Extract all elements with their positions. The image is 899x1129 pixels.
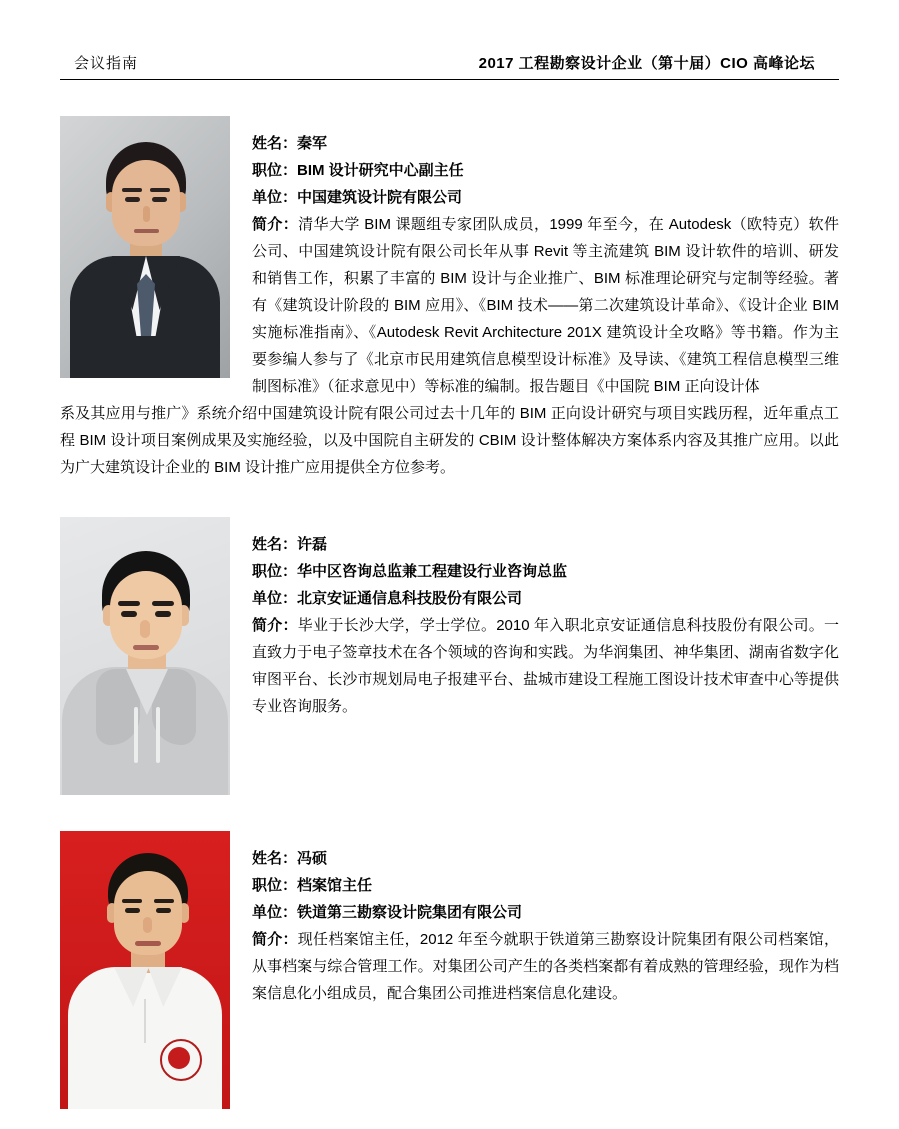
speaker-company-line <box>252 585 839 612</box>
company-value: 铁道第三勘察设计院集团有限公司 <box>297 904 523 921</box>
bio-value: 毕业于长沙大学，学士学位。2010 年入职北京安证通信息科技股份有限公司。一直致力于电子签章技术在各个领域的咨询和实践。为华润集团、神华集团、湖南省数字化审图平台、长沙市规划局电子报建平台、盐城市建设工程施工图设计技术审查中心等提供专业咨询服务。 <box>252 617 839 715</box>
portrait-eye-left <box>125 908 140 913</box>
speaker-entry-top <box>60 517 839 795</box>
speaker-bio-line <box>252 211 839 400</box>
speaker-info <box>252 517 839 720</box>
bio-label: 简介： <box>252 216 299 233</box>
company-label: 单位： <box>252 590 298 607</box>
position-label: 职位： <box>252 877 298 894</box>
speaker-company-line <box>252 184 839 211</box>
portrait-qin-jun <box>60 116 230 378</box>
portrait-brow-right <box>150 188 170 192</box>
position-value: BIM 设计研究中心副主任 <box>297 162 464 179</box>
speaker-entry <box>60 116 839 481</box>
speaker-position-line <box>252 157 839 184</box>
speaker-company-line <box>252 899 839 926</box>
portrait-brow-left <box>118 601 140 606</box>
portrait-eye-right <box>156 908 171 913</box>
page-header <box>60 52 839 80</box>
speaker-entry-top <box>60 831 839 1109</box>
speaker-bio-line <box>252 926 839 1007</box>
portrait-brow-left <box>122 188 142 192</box>
position-label: 职位： <box>252 162 298 179</box>
portrait-nose <box>143 917 152 933</box>
speaker-position-line <box>252 872 839 899</box>
portrait-eye-right <box>152 197 167 202</box>
portrait-brow-right <box>152 601 174 606</box>
bio-label: 简介： <box>252 931 298 948</box>
speaker-bio-line <box>252 612 839 720</box>
company-label: 单位： <box>252 904 298 921</box>
bio-value: 清华大学 BIM 课题组专家团队成员，1999 年至今，在 Autodesk（欧特克）软件公司、中国建筑设计院有限公司长年从事 Revit 等主流建筑 BIM 设计软件的培训、研发和销售工作，积累了丰富的 BIM 设计与企业推广、BIM 标准理论研究与定制等经验。著有《建筑设计阶段的 BIM 应用》、《BIM 技术——第二次建筑设计革命》、《设计企业 BIM 实施标准指南》、《Autodesk Revit Architecture 201X 建筑设计全攻略》等书籍。作为主要参编人参与了《北京市民用建筑信息模型设计标准》及导读、《建筑工程信息模型三维制图标准》（征求意见中）等标准的编制。报告题目《中国院 BIM 正向设计体 <box>252 216 839 395</box>
company-value: 北京安证通信息科技股份有限公司 <box>297 590 523 607</box>
name-value: 许磊 <box>297 536 328 553</box>
portrait-drawstring-left <box>134 707 138 763</box>
speaker-info <box>252 831 839 1007</box>
header-left-title: 会议指南 <box>74 55 139 72</box>
name-label: 姓名： <box>252 135 298 152</box>
name-value: 冯硕 <box>297 850 328 867</box>
speaker-info <box>252 116 839 400</box>
portrait-nose <box>143 206 150 222</box>
portrait-mouth <box>135 941 161 946</box>
portrait-brow-right <box>154 899 174 903</box>
speaker-entry <box>60 831 839 1109</box>
bio-label: 简介： <box>252 617 298 634</box>
speaker-position-line <box>252 558 839 585</box>
speaker-name-line <box>252 531 839 558</box>
header-right-title: 2017 工程勘察设计企业（第十届）CIO 高峰论坛 <box>478 55 815 72</box>
company-label: 单位： <box>252 189 298 206</box>
portrait-nose <box>140 620 150 638</box>
portrait-brow-left <box>122 899 142 903</box>
portrait-eye-left <box>125 197 140 202</box>
portrait-xu-lei <box>60 517 230 795</box>
portrait-placket <box>144 999 146 1043</box>
position-value: 华中区咨询总监兼工程建设行业咨询总监 <box>297 563 568 580</box>
position-label: 职位： <box>252 563 298 580</box>
portrait-eye-left <box>121 611 137 617</box>
position-value: 档案馆主任 <box>297 877 373 894</box>
bio-value: 现任档案馆主任，2012 年至今就职于铁道第三勘察设计院集团有限公司档案馆，从事档案与综合管理工作。对集团公司产生的各类档案都有着成熟的管理经验，现作为档案信息化小组成员，配合集团公司推进档案信息化建设。 <box>252 931 839 1002</box>
name-label: 姓名： <box>252 536 298 553</box>
speaker-bio-continued: 系及其应用与推广》系统介绍中国建筑设计院有限公司过去十几年的 BIM 正向设计研究与项目实践历程，近年重点工程 BIM 设计项目案例成果及实施经验，以及中国院自主研发的 CBIM 设计整体解决方案体系内容及其推广应用。以此为广大建筑设计企业的 BIM 设计推广应用提供全方位参考。 <box>60 405 839 476</box>
name-label: 姓名： <box>252 850 298 867</box>
portrait-mouth <box>134 229 159 233</box>
portrait-drawstring-right <box>156 707 160 763</box>
portrait-eye-right <box>155 611 171 617</box>
speaker-name-line <box>252 130 839 157</box>
speaker-name-line <box>252 845 839 872</box>
speaker-entry-top <box>60 116 839 400</box>
portrait-mouth <box>133 645 159 650</box>
portrait-badge-inner-icon <box>168 1047 190 1069</box>
name-value: 秦军 <box>297 135 328 152</box>
portrait-feng-shuo <box>60 831 230 1109</box>
portrait-face <box>112 160 180 246</box>
speaker-entry <box>60 517 839 795</box>
company-value: 中国建筑设计院有限公司 <box>297 189 463 206</box>
